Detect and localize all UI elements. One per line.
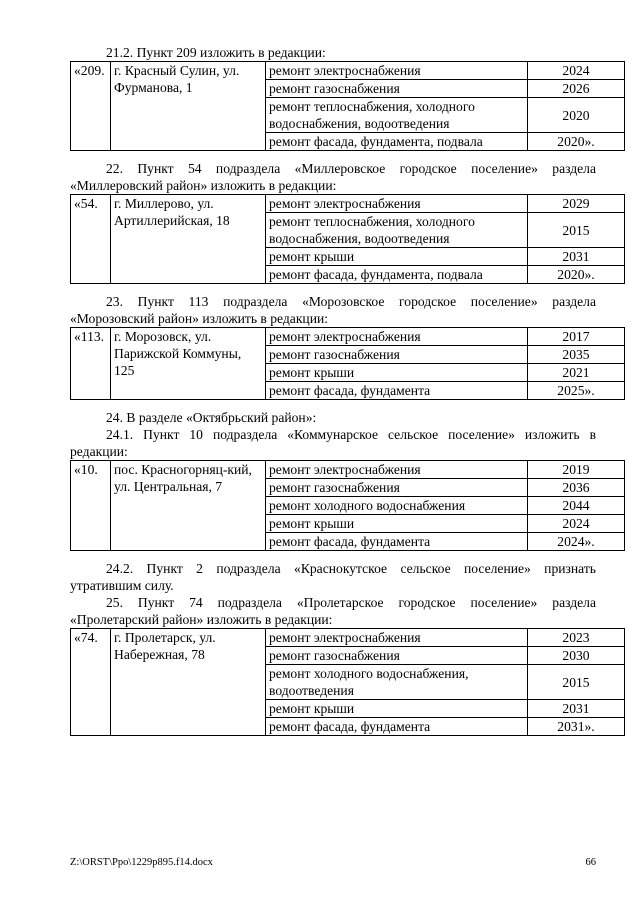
year-cell: 2023	[528, 629, 625, 647]
year-cell: 2015	[528, 665, 625, 700]
table-row	[71, 328, 625, 346]
year-cell: 2035	[528, 346, 625, 364]
paragraph: 24.2. Пункт 2 подраздела «Краснокутское сельское поселение» признать утратившим силу.	[70, 561, 596, 593]
year-cell: 2020».	[528, 133, 625, 151]
year-cell: 2031	[528, 700, 625, 718]
work-type-cell: ремонт фасада, фундамента	[266, 718, 528, 736]
address-cell: г. Красный Сулин, ул. Фурманова, 1	[111, 62, 266, 151]
year-cell: 2020».	[528, 266, 625, 284]
year-cell: 2021	[528, 364, 625, 382]
work-type-cell: ремонт крыши	[266, 248, 528, 266]
address-cell: пос. Красногорняц-кий, ул. Центральная, 7	[111, 461, 266, 551]
footer-file-path: Z:\ORST\Ppo\1229p895.f14.docx	[70, 857, 213, 868]
year-cell: 2031	[528, 248, 625, 266]
work-type-cell: ремонт газоснабжения	[266, 80, 528, 98]
item-number-cell: «74.	[71, 629, 111, 736]
work-type-cell: ремонт газоснабжения	[266, 346, 528, 364]
item-number-cell: «54.	[71, 195, 111, 284]
work-type-cell: ремонт фасада, фундамента, подвала	[266, 133, 528, 151]
year-cell: 2029	[528, 195, 625, 213]
work-type-cell: ремонт крыши	[266, 700, 528, 718]
address-cell: г. Миллерово, ул. Артиллерийская, 18	[111, 195, 266, 284]
paragraph: 23. Пункт 113 подраздела «Морозовское городское поселение» раздела «Морозовский район» изложить в редакции:	[70, 294, 596, 326]
year-cell: 2024	[528, 62, 625, 80]
table-row	[71, 461, 625, 479]
year-cell: 2024	[528, 515, 625, 533]
year-cell: 2036	[528, 479, 625, 497]
year-cell: 2044	[528, 497, 625, 515]
page-number: 66	[585, 857, 596, 868]
amendment-table	[70, 460, 625, 551]
amendment-table	[70, 194, 625, 284]
work-type-cell: ремонт электроснабжения	[266, 328, 528, 346]
paragraph: 24. В разделе «Октябрьский район»:	[106, 410, 317, 425]
year-cell: 2017	[528, 328, 625, 346]
work-type-cell: ремонт крыши	[266, 364, 528, 382]
document-page	[70, 44, 596, 745]
amendment-table	[70, 327, 625, 400]
year-cell: 2015	[528, 213, 625, 248]
work-type-cell: ремонт фасада, фундамента	[266, 533, 528, 551]
work-type-cell: ремонт газоснабжения	[266, 479, 528, 497]
year-cell: 2031».	[528, 718, 625, 736]
work-type-cell: ремонт холодного водоснабжения, водоотведения	[266, 665, 528, 700]
table-row	[71, 629, 625, 647]
work-type-cell: ремонт крыши	[266, 515, 528, 533]
amendment-table	[70, 628, 625, 736]
paragraph: 22. Пункт 54 подраздела «Миллеровское городское поселение» раздела «Миллеровский район» изложить в редакции:	[70, 161, 596, 193]
year-cell: 2024».	[528, 533, 625, 551]
address-cell: г. Пролетарск, ул. Набережная, 78	[111, 629, 266, 736]
item-number-cell: «10.	[71, 461, 111, 551]
table-row	[71, 62, 625, 80]
page-footer	[70, 856, 596, 869]
work-type-cell: ремонт электроснабжения	[266, 62, 528, 80]
year-cell: 2025».	[528, 382, 625, 400]
work-type-cell: ремонт электроснабжения	[266, 461, 528, 479]
amendment-table	[70, 61, 625, 151]
work-type-cell: ремонт электроснабжения	[266, 195, 528, 213]
item-number-cell: «113.	[71, 328, 111, 400]
paragraph: 21.2. Пункт 209 изложить в редакции:	[106, 45, 326, 60]
table-row	[71, 195, 625, 213]
paragraph: 24.1. Пункт 10 подраздела «Коммунарское сельское поселение» изложить в редакции:	[70, 427, 596, 459]
work-type-cell: ремонт фасада, фундамента, подвала	[266, 266, 528, 284]
year-cell: 2030	[528, 647, 625, 665]
work-type-cell: ремонт фасада, фундамента	[266, 382, 528, 400]
item-number-cell: «209.	[71, 62, 111, 151]
work-type-cell: ремонт газоснабжения	[266, 647, 528, 665]
year-cell: 2019	[528, 461, 625, 479]
work-type-cell: ремонт холодного водоснабжения	[266, 497, 528, 515]
paragraph: 25. Пункт 74 подраздела «Пролетарское городское поселение» раздела «Пролетарский район» изложить в редакции:	[70, 595, 596, 627]
address-cell: г. Морозовск, ул. Парижской Коммуны, 125	[111, 328, 266, 400]
year-cell: 2026	[528, 80, 625, 98]
work-type-cell: ремонт электроснабжения	[266, 629, 528, 647]
year-cell: 2020	[528, 98, 625, 133]
work-type-cell: ремонт теплоснабжения, холодного водоснабжения, водоотведения	[266, 213, 528, 248]
work-type-cell: ремонт теплоснабжения, холодного водоснабжения, водоотведения	[266, 98, 528, 133]
